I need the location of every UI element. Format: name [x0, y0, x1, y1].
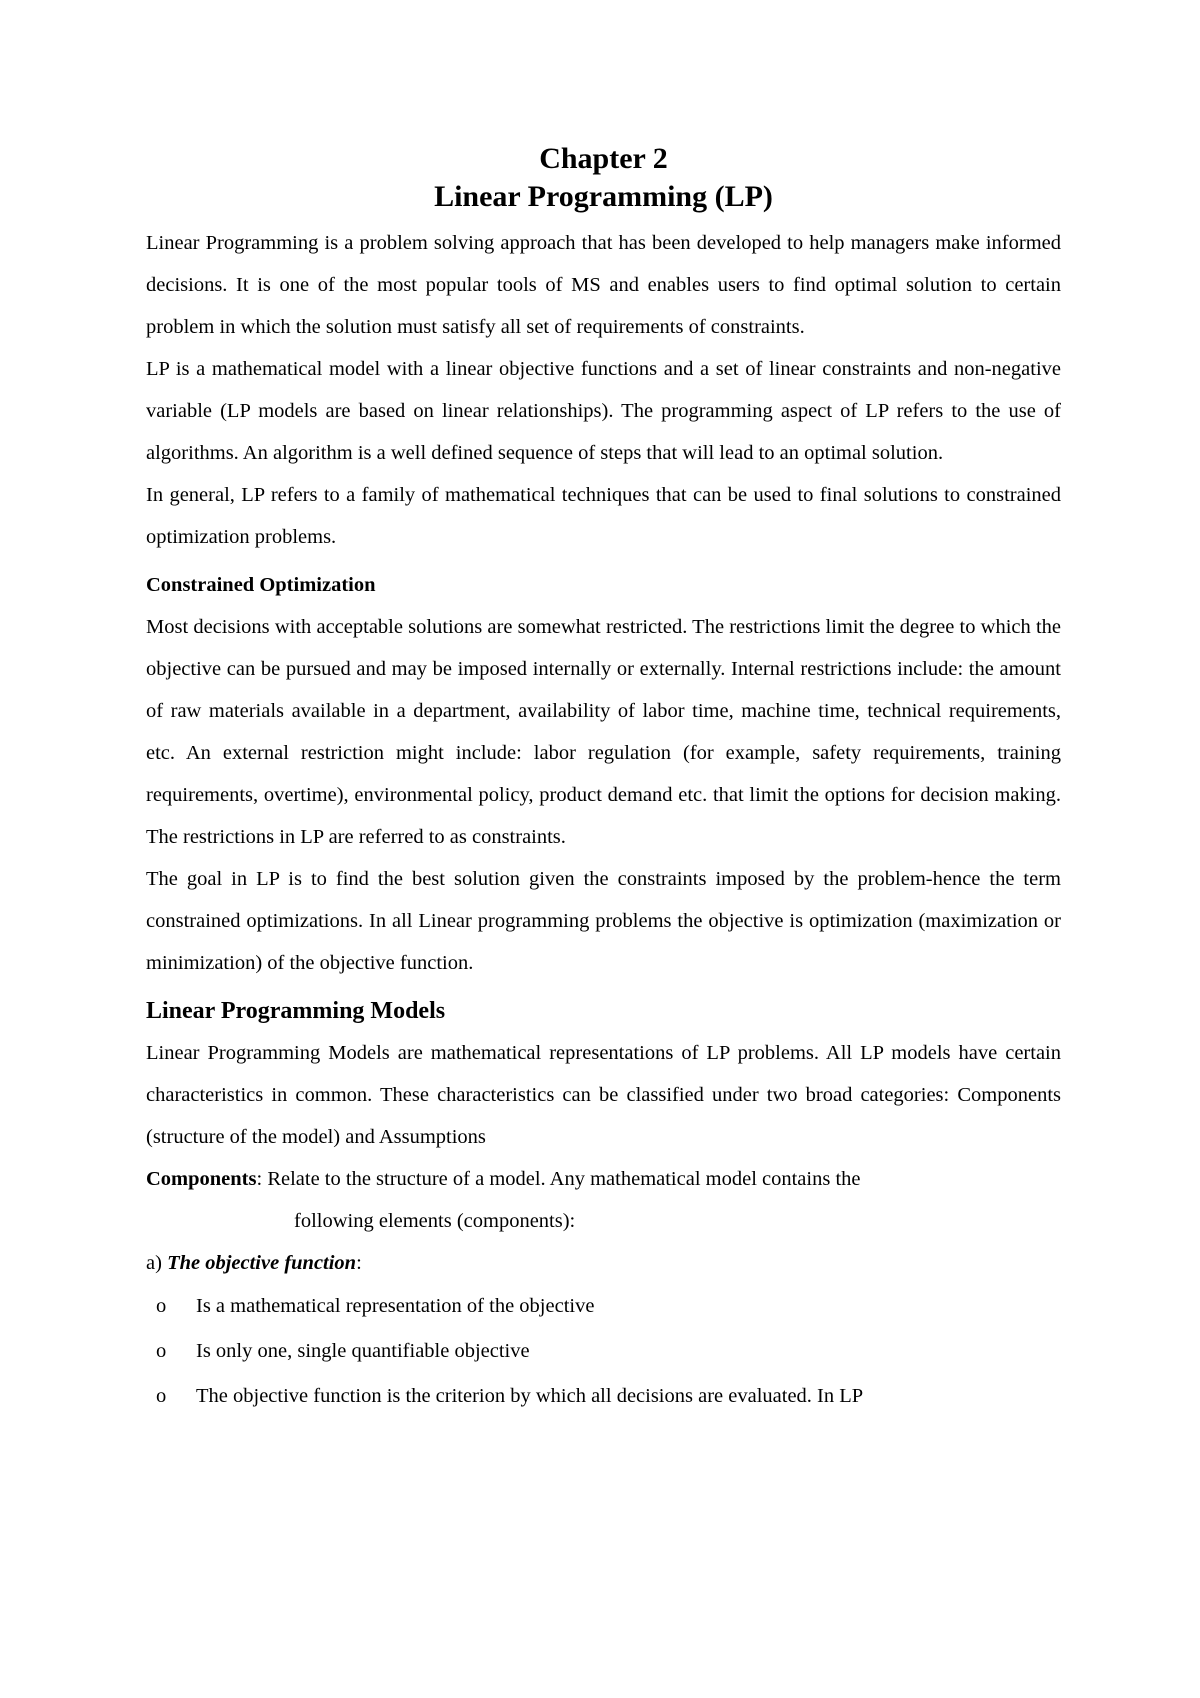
intro-paragraph-3: In general, LP refers to a family of mathematical techniques that can be used to final solutions to constrained optimization problems.: [146, 484, 1061, 548]
list-item-a-suffix: :: [356, 1252, 362, 1274]
intro-paragraph-1: Linear Programming is a problem solving approach that has been developed to help managers make informed decisions. It is one of the most popular tools of MS and enables users to find optimal solution to certain problem in which the solution must satisfy all set of requirements of constraints.: [146, 232, 1061, 338]
chapter-number: Chapter 2: [539, 142, 668, 175]
list-item: [146, 1329, 1061, 1374]
components-line-1: : Relate to the structure of a model. Any mathematical model contains the: [256, 1168, 861, 1190]
bullet-text: Is only one, single quantifiable objective: [196, 1340, 530, 1362]
bullet-marker: o: [156, 1340, 167, 1362]
intro-paragraph-2: LP is a mathematical model with a linear objective functions and a set of linear constraints and non-negative variable (LP models are based on linear relationships). The programming aspect of LP refers to the use of algorithms. An algorithm is a well defined sequence of steps that will lead to an optimal solution.: [146, 358, 1061, 464]
list-item: [146, 1284, 1061, 1329]
document-page: [146, 140, 1061, 1419]
components-definition: [146, 1158, 1061, 1200]
bullet-text: The objective function is the criterion by which all decisions are evaluated. In LP: [196, 1385, 864, 1407]
list-item-a-label: a): [146, 1252, 162, 1274]
models-paragraph-1: Linear Programming Models are mathematical representations of LP problems. All LP models have certain characteristics in common. These characteristics can be classified under two broad categories: Components (structure of the model) and Assumptions: [146, 1042, 1061, 1148]
components-term: Components: [146, 1168, 257, 1190]
bullet-marker: o: [156, 1295, 167, 1317]
chapter-title: Linear Programming (LP): [434, 180, 773, 213]
bullet-marker: o: [156, 1385, 167, 1407]
section-heading-constrained-optimization: Constrained Optimization: [146, 574, 376, 596]
list-item: [146, 1374, 1061, 1419]
objective-function-term: The objective function: [167, 1252, 357, 1274]
constrained-paragraph-1: Most decisions with acceptable solutions are somewhat restricted. The restrictions limit the degree to which the objective can be pursued and may be imposed internally or externally. Internal restrictions include: the amount of raw materials available in a department, availability of labor time, machine time, technical requirements, etc. An external restriction might include: labor regulation (for example, safety requirements, training requirements, overtime), environmental policy, product demand etc. that limit the options for decision making. The restrictions in LP are referred to as constraints.: [146, 616, 1061, 848]
bullet-text: Is a mathematical representation of the objective: [196, 1295, 595, 1317]
constrained-paragraph-2: The goal in LP is to find the best solution given the constraints imposed by the problem-hence the term constrained optimizations. In all Linear programming problems the objective is optimization (maximization or minimization) of the objective function.: [146, 868, 1061, 974]
list-item-a: [146, 1242, 1061, 1284]
components-line-2: following elements (components):: [294, 1210, 576, 1232]
objective-function-bullets: [146, 1284, 1061, 1419]
section-heading-lp-models: Linear Programming Models: [146, 998, 446, 1024]
